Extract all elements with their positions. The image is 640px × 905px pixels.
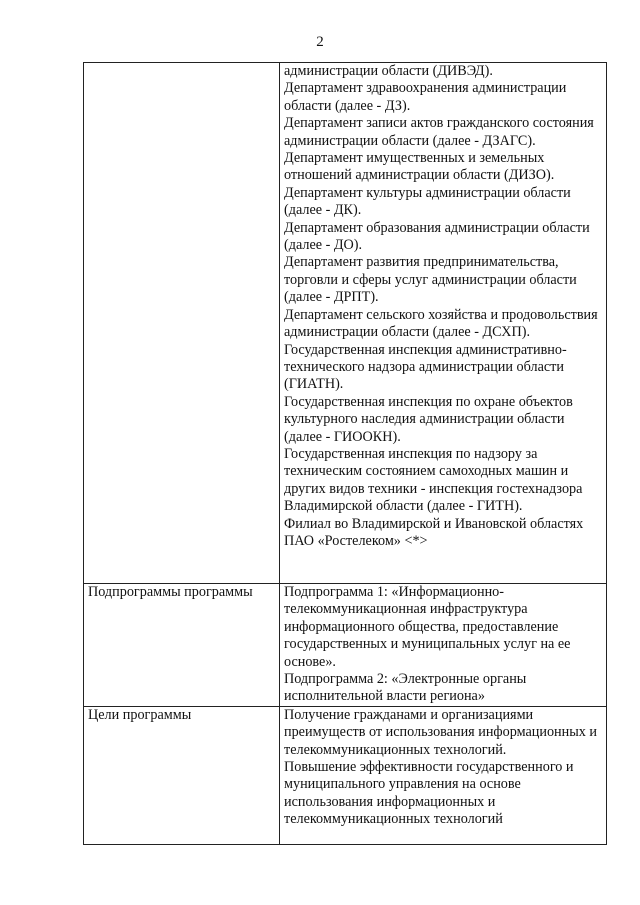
paragraph: администрации области (ДИВЭД). [284,63,493,79]
paragraph: Департамент образования администрации области (далее - ДО). [284,219,590,254]
table-row-goals [84,706,607,844]
row-label-cell: Цели программы [84,706,280,844]
row-content-cell [280,584,607,707]
program-passport-table [83,62,607,845]
paragraph: Получение гражданами и организациями преимуществ от использования информационных и телекоммуникационных технологий. [284,706,597,758]
row-label-cell [84,63,280,584]
paragraph: Государственная инспекция по надзору за техническим состоянием самоходных машин и других видов техники - инспекция гостехнадзора Владимирской области (далее - ГИТН). [284,445,583,515]
row-content-cell [280,706,607,844]
paragraph: Департамент сельского хозяйства и продовольствия администрации области (далее - ДСХП). [284,306,598,341]
paragraph: Филиал во Владимирской и Ивановской областях ПАО «Ростелеком» <*> [284,515,584,549]
paragraph: Департамент имущественных и земельных отношений администрации области (ДИЗО). [284,150,555,184]
paragraph: Подпрограмма 1: «Информационно-телекоммуникационная инфраструктура информационного общества, предоставление государственных и муниципальных услуг на ее основе». [284,584,571,670]
table-row-executors [84,63,607,584]
paragraph: Департамент записи актов гражданского состояния администрации области (далее - ДЗАГС). [284,115,594,149]
row-label-cell: Подпрограммы программы [84,584,280,707]
row-content-cell [280,63,607,584]
paragraph: Департамент развития предпринимательства, торговли и сферы услуг администрации области (далее - ДРПТ). [284,254,577,306]
paragraph: Подпрограмма 2: «Электронные органы исполнительной власти региона» [284,671,527,705]
paragraph: Государственная инспекция административно-технического надзора администрации области (ГИАТН). [284,341,567,393]
paragraph: Повышение эффективности государственного и муниципального управления на основе использования информационных и телекоммуникационных технологий [284,759,574,828]
paragraph: Государственная инспекция по охране объектов культурного наследия администрации области (далее - ГИООКН). [284,393,573,445]
page-number: 2 [316,34,324,50]
paragraph: Департамент культуры администрации области (далее - ДК). [284,184,571,219]
paragraph: Департамент здравоохранения администрации области (далее - ДЗ). [284,80,567,114]
table-row-subprograms [84,584,607,707]
